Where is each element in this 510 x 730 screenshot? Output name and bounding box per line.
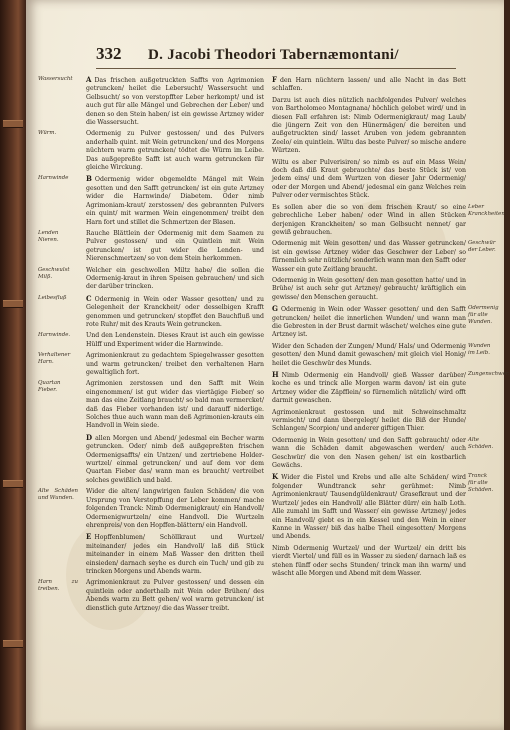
marginal-note: Alte Schäden. bbox=[468, 436, 494, 450]
marginal-note: Harn zu treiben. bbox=[38, 579, 78, 593]
paragraph-text: Hopffenblumen/ Schöllkraut und Wurtzel/ miteinander/ jedes ein Handvoll/ laß diß Stück miteinander in einem Maß Wasser den dritten theil einsieden/ darnach seyhe es durch ein Tuch/ und gib zu trincken Morgens und Abends warm. bbox=[86, 534, 264, 575]
marginal-note: Leibesfluß bbox=[38, 294, 67, 301]
text-paragraph bbox=[38, 230, 264, 264]
paragraph-text: Wiltu es aber Pulverisiren/ so nimb es auf ein Mass Wein/ doch daß diß Kraut gebrauchte/ das beste Stück ist/ von jedem eins/ und dem Wurtzen von dieser Jahr Odermenig/ oder der Morgen und Abend/ jedesmal ein ganz Welches rein Pulver oder vermischtes Stück. bbox=[272, 158, 466, 200]
paragraph-text: Agrimonienkraut gestossen und mit Schweinschmaltz vermischt/ und dann übergelegt/ heilet die Biß der Hunde/ Schlangen/ Scorpion/ und anderer giftigen Thier. bbox=[272, 408, 466, 433]
text-paragraph bbox=[38, 130, 264, 172]
paragraph-text: Odermenig mit Wein gesotten/ und das Wasser getruncken/ ist ein gewisse Artzney wider das Geschwer der Leber/ so fürnemlich sehr nützlich/ sonderlich wann man den Safft oder Wasser ein gute Zeitlang braucht. bbox=[272, 240, 466, 273]
section-letter: H bbox=[272, 370, 279, 379]
text-paragraph bbox=[272, 240, 496, 274]
text-paragraph bbox=[38, 434, 264, 485]
text-paragraph bbox=[272, 304, 499, 340]
marginal-note: Harnwinde. bbox=[38, 332, 71, 339]
text-paragraph bbox=[272, 370, 510, 406]
page-number: 332 bbox=[96, 44, 122, 63]
section-letter: E bbox=[86, 532, 92, 542]
paragraph-text: Odermenig in Wein gesotten/ und den Safft gebraucht/ oder wann die Schäden damit abgewaschen werden/ auch Geschwür/ die von den Nasen gehen/ ist ein kostbarlich Gewächs. bbox=[272, 436, 466, 470]
marginal-note: Wunden im Leib. bbox=[468, 342, 491, 356]
text-paragraph bbox=[272, 545, 496, 579]
paragraph-text: Odermenig wider obgemeldte Mängel mit Wein gesotten und den Safft getruncken/ ist ein gute Artzney wider die Harnwinde/ Diabetem. Oder nimb Agrimoniam-kraut/ zerstossen/ des gebrannten Pulvers ein quint/ mit warmen Wein eingenommen/ treibt den Harn fort und stillet die Schmertzen der Blasen. bbox=[86, 176, 264, 226]
paragraph-text: Wider die alten/ langwirigen faulen Schäden/ die von Ursprung von Verstopffung der Leber kommen/ mache folgenden Tranck: Nimb Odermenigkraut/ ein Handvoll/ Odermenigwurtzeln/ eine Handvoll. Die Wurtzeln ehrenpreis/ von den Hopffen-blättern/ ein Handvoll. bbox=[86, 488, 264, 529]
text-paragraph bbox=[272, 277, 496, 302]
marginal-note: Lenden Nieren. bbox=[38, 229, 59, 243]
marginal-note: Geschwür der Leber. bbox=[468, 240, 496, 254]
paragraph-text: Odermenig in Wein oder Wasser gesotten/ und zu Gelegenheit der Kranckheit/ oder desselbigen Krafft genommen und getruncken/ stopffet den Bauchfluß und rote Ruhr/ mit des Krauts Wein getruncken. bbox=[86, 295, 264, 328]
text-paragraph bbox=[38, 76, 264, 127]
text-paragraph bbox=[38, 579, 264, 613]
marginal-note: Wassersucht bbox=[38, 76, 73, 82]
paragraph-text: Nimb Odermenig ein Handvoll/ gieß Wasser darüber/ koche es und trinck alle Morgen warm davon/ ist ein gute Artzney wider die Zäpfflein/ so fürnemlich nützlich/ wird offt darmit gewaschen. bbox=[272, 372, 466, 405]
marginal-note: Geschwulst Milß. bbox=[38, 266, 70, 280]
text-paragraph bbox=[272, 97, 496, 156]
left-text-column bbox=[38, 76, 264, 706]
paragraph-text: Agrimonienkraut zu Pulver gestossen/ und dessen ein quintlein oder anderthalb mit Wein oder Brühen/ des Abends warm zu Bett gehen/ wol warm getruncken/ ist dienstlich gute Artzney/ die das Wasser treibt. bbox=[86, 579, 264, 612]
marginal-note: Alte Schäden und Wunden. bbox=[38, 488, 78, 502]
book-binding bbox=[0, 0, 26, 730]
paragraph-text: Agrimonien zerstossen und den Safft mit Wein eingenommen/ ist gut wider das viertägige Fieber/ so man das eine Zeitlang braucht/ so bald man vermercket/ daß das Fieber vorhanden ist/ und darauff niderlige. Solches thue auch wann man deß Agrimonien-krauts ein Handvoll in Wein siede. bbox=[86, 380, 264, 430]
text-paragraph bbox=[38, 267, 264, 292]
paragraph-text: Nimb Odermenig Wurtzel/ und der Wurtzel/ ein dritt bis vierdt Viertel/ und füll es in Wasser zu sieden/ darnach laß es stehen fünff oder sechs Stunden/ trinck man ihn warm/ und wäscht alle Morgen und Abend mit dem Wasser. bbox=[272, 544, 466, 577]
text-paragraph bbox=[272, 409, 496, 434]
section-letter: F bbox=[272, 75, 277, 84]
section-letter: C bbox=[86, 293, 92, 303]
paragraph-text: Odermenig in Wein oder Wasser gesotten/ und den Safft getruncken/ heilet die innerlichen Wunden/ und wann man die Gebresten in der Brust darmit wäschet/ welches eine gute Artzney ist. bbox=[272, 306, 466, 339]
marginal-note: Quartan Fieber. bbox=[38, 380, 61, 394]
paragraph-text: Das frischen außgetruckten Saffts von Agrimonien getruncken/ heilet die Lebersucht/ Wassersucht und Gelbsucht/ so von verstopffter Leber herkompt/ und ist auch gut für alle Mängel und Gebrechen der Leber/ und denen so den Stein haben/ ist ein gewisse Artzney wider die Wassersucht. bbox=[86, 77, 264, 127]
section-letter: A bbox=[86, 75, 92, 84]
text-paragraph bbox=[272, 76, 496, 94]
paragraph-text: Darzu ist auch dies nützlich nachfolgendes Pulver/ welches von Bartholomeo Montagnana/ höchlich gelobet wird/ und in diesen Fall erfahren ist: Nimb Odermenigkraut/ mag Laub/ die jüngern Zeit von den Hünermägen/ die bereiten und außgetruckten sind/ lasset Aruben von jedem gebrannten Zeelo/ ein quintlein. Wiltu das beste Pulver/ so mische andere Würtzen. bbox=[272, 96, 466, 155]
binding-band bbox=[3, 480, 23, 488]
section-letter: B bbox=[86, 174, 92, 184]
text-paragraph bbox=[272, 159, 496, 201]
marginal-note: Zungenschwer. bbox=[468, 371, 510, 377]
text-paragraph bbox=[272, 473, 496, 541]
text-paragraph bbox=[38, 380, 264, 430]
book-page bbox=[26, 0, 510, 730]
text-paragraph bbox=[38, 175, 264, 226]
text-paragraph bbox=[38, 533, 264, 576]
marginal-note: Würm. bbox=[38, 130, 57, 137]
text-paragraph bbox=[272, 203, 505, 238]
binding-band bbox=[3, 120, 23, 128]
marginal-note: Harnwinde bbox=[38, 175, 69, 182]
paragraph-text: allen Morgen und Abend/ jedesmal ein Becher warm getruncken. Oder/ nimb deß außgepreßten frischen Odermenigsaffts/ ein Untzen/ und zertriebene Holder-wurtzel/ einmal getruncken/ und auf dem vor dem Quartan Fieber das/ wann man es braucht/ vertreibet solches gewißlich und bald. bbox=[86, 434, 264, 484]
paragraph-text: Und den Lendenstein. Dieses Kraut ist auch ein gewisse Hülff und Experiment wider die Harnwinde. bbox=[86, 332, 264, 348]
text-paragraph bbox=[272, 343, 496, 368]
right-text-column bbox=[272, 75, 510, 706]
text-paragraph bbox=[38, 352, 264, 377]
paragraph-text: Wider die Fistel und Krebs und alle alte Schäden/ wird folgender Wundtranck sehr gerühmet: Nimb Agrimonienkraut/ Tausendgüldenkraut/ Grasefkraut und der Wurtzel/ jedes ein Handvoll/ alle Blätter dürr/ ein halb Loth. Alle zumahl im Safft und Wasser/ ein gewisse Artzney/ jedes ein Handvoll/ giebt es in ein Kessel und den Wein in einer Kanne in Wasser/ biß das halbe Theil eingesotten/ Morgens und Abends. bbox=[272, 474, 466, 541]
paragraph-text: Welcher ein geschwollen Miltz habe/ die sollen die Odermenig-kraut in ihren Speisen gebrauchen/ und sich der darüber trincken. bbox=[86, 266, 264, 291]
marginal-note: Tranck für alte Schäden. bbox=[468, 473, 494, 494]
running-title: D. Jacobi Theodori Tabernæmontani/ bbox=[148, 47, 399, 63]
text-paragraph bbox=[38, 488, 264, 530]
paragraph-text: den Harn nüchtern lassen/ und alle Nacht in das Bett schlaffen. bbox=[272, 77, 466, 93]
paragraph-text: Agrimonienkraut zu gedachtem Spiegelwasser gesotten und warm getruncken/ treibet den verhaltenen Harn gewaltiglich fort. bbox=[86, 352, 264, 376]
section-letter: D bbox=[86, 432, 93, 442]
marginal-note: Leber Kranckheiten bbox=[468, 203, 505, 217]
paragraph-text: Odermenig zu Pulver gestossen/ und des Pulvers anderhalb quint. mit Wein getruncken/ und des Morgens nüchtern warm getruncken/ tödtet die Würm im Leibe. Das außgepreßte Safft ist auch warm getruncken für gleiche Wirckung. bbox=[86, 130, 264, 172]
binding-band bbox=[3, 640, 23, 648]
marginal-note: Odermenig für alte Wunden. bbox=[468, 305, 499, 326]
section-letter: K bbox=[272, 472, 279, 482]
paragraph-text: Wider den Schaden der Zungen/ Mund/ Hals/ und Odermenig gesotten/ den Mund damit gewaschen/ mit gleich viel Honig/ heilet die Geschwür des Munds. bbox=[272, 342, 466, 367]
text-paragraph bbox=[272, 437, 496, 471]
marginal-note: Verhaltener Harn. bbox=[38, 352, 71, 366]
section-letter: G bbox=[272, 304, 278, 314]
text-paragraph bbox=[38, 332, 264, 349]
running-header bbox=[96, 44, 456, 69]
text-paragraph bbox=[38, 295, 264, 330]
paragraph-text: Odermenig in Wein gesotten/ den man gesotten hatte/ und in Brühe/ ist auch sehr gut Artzney/ gebraucht/ kräftiglich ein gewisse/ den Menschen geraucht. bbox=[272, 276, 466, 301]
binding-band bbox=[3, 300, 23, 308]
paragraph-text: Rauche Blättlein der Odermenig mit dem Saamen zu Pulver gestossen/ und ein Quintlein mit Wein getruncken/ ist gut wider die Lenden- und Nierenschmertzen/ so von dem Stein herkommen. bbox=[86, 229, 264, 263]
paragraph-text: Es sollen aber die so von dem frischen Kraut/ so eine gebrechliche Leber haben/ oder Wind in allen Stücken derjenigen Kranckheiten/ so man Gelbsucht nennet/ gar gewiß gebrauchen. bbox=[272, 203, 466, 236]
